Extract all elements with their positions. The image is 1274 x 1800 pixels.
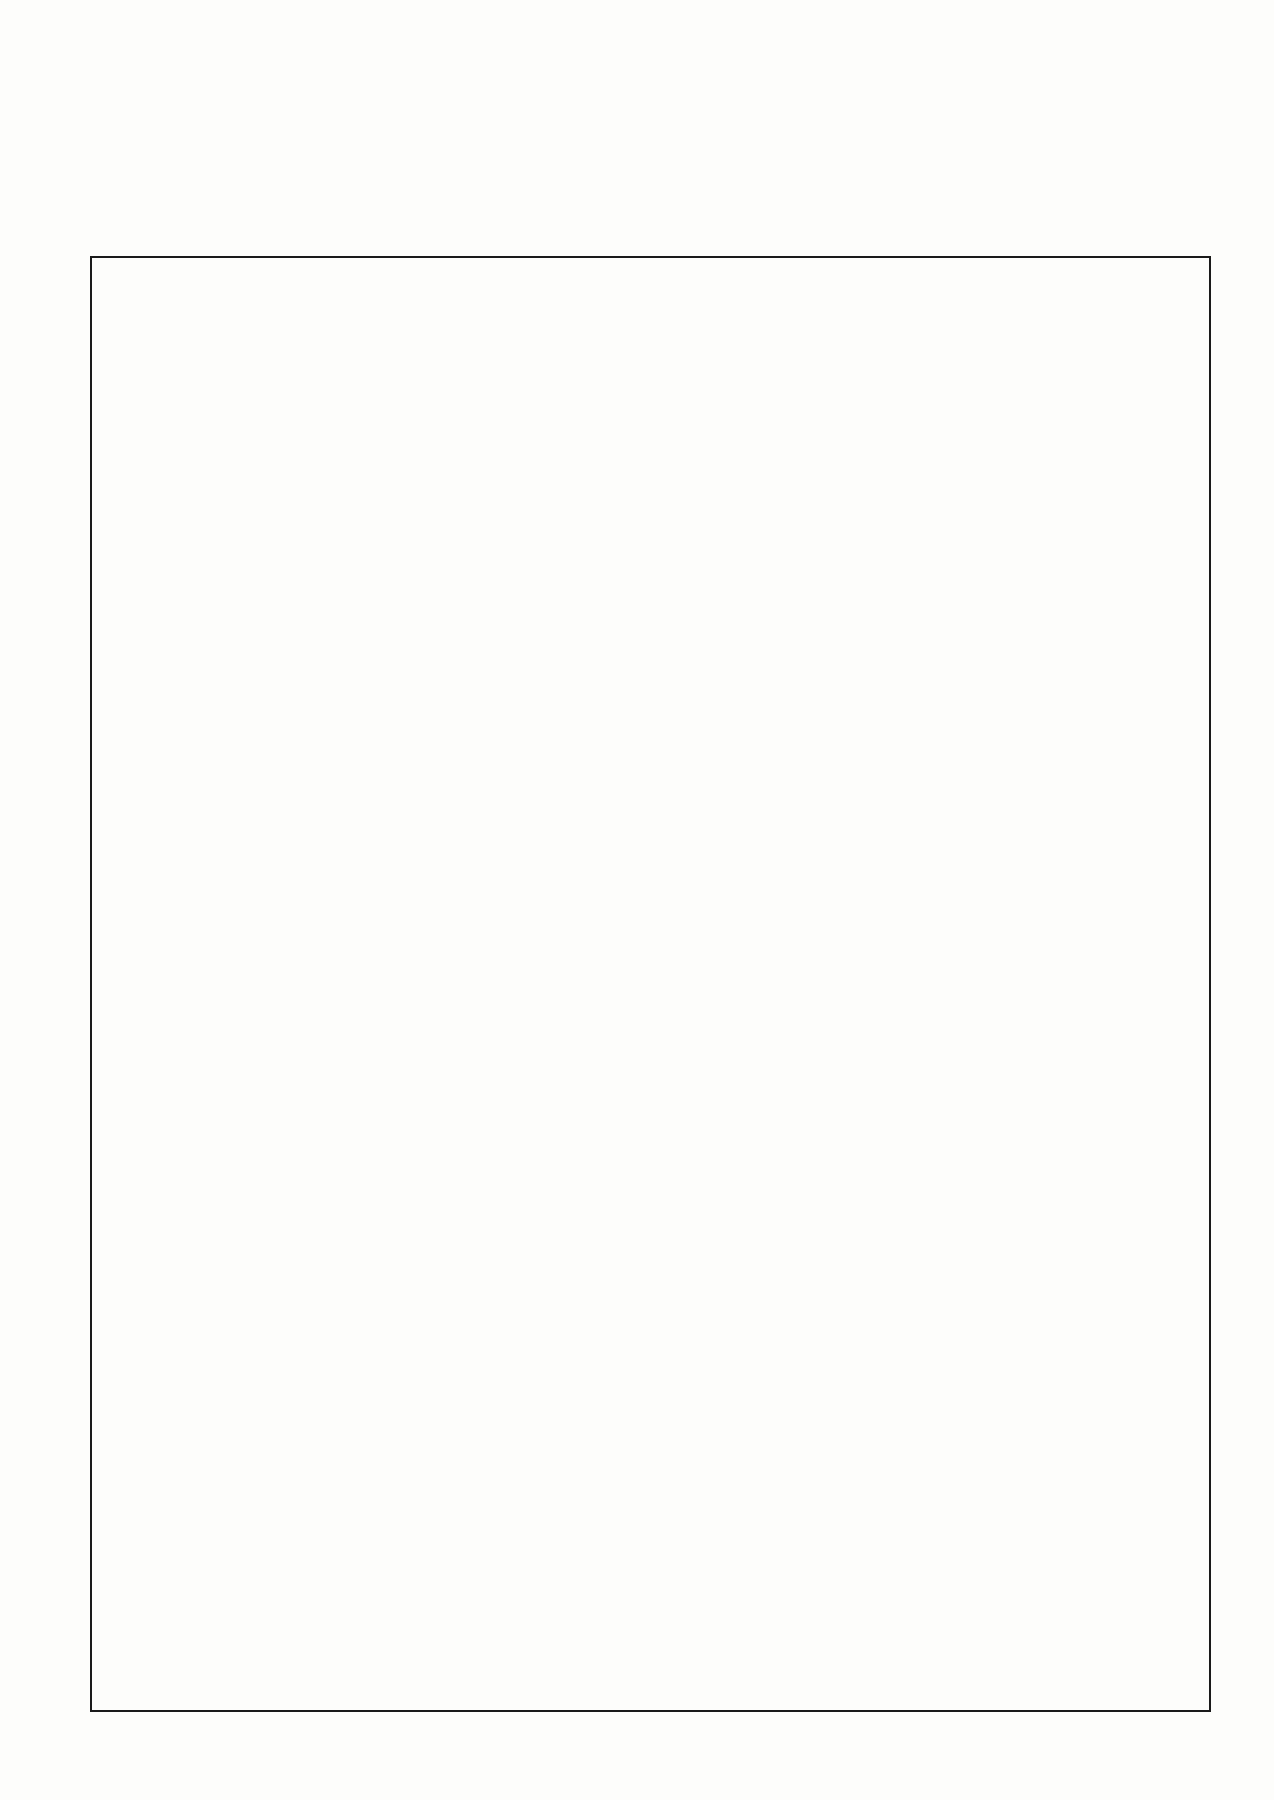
catalog-grid: [90, 256, 1211, 1712]
